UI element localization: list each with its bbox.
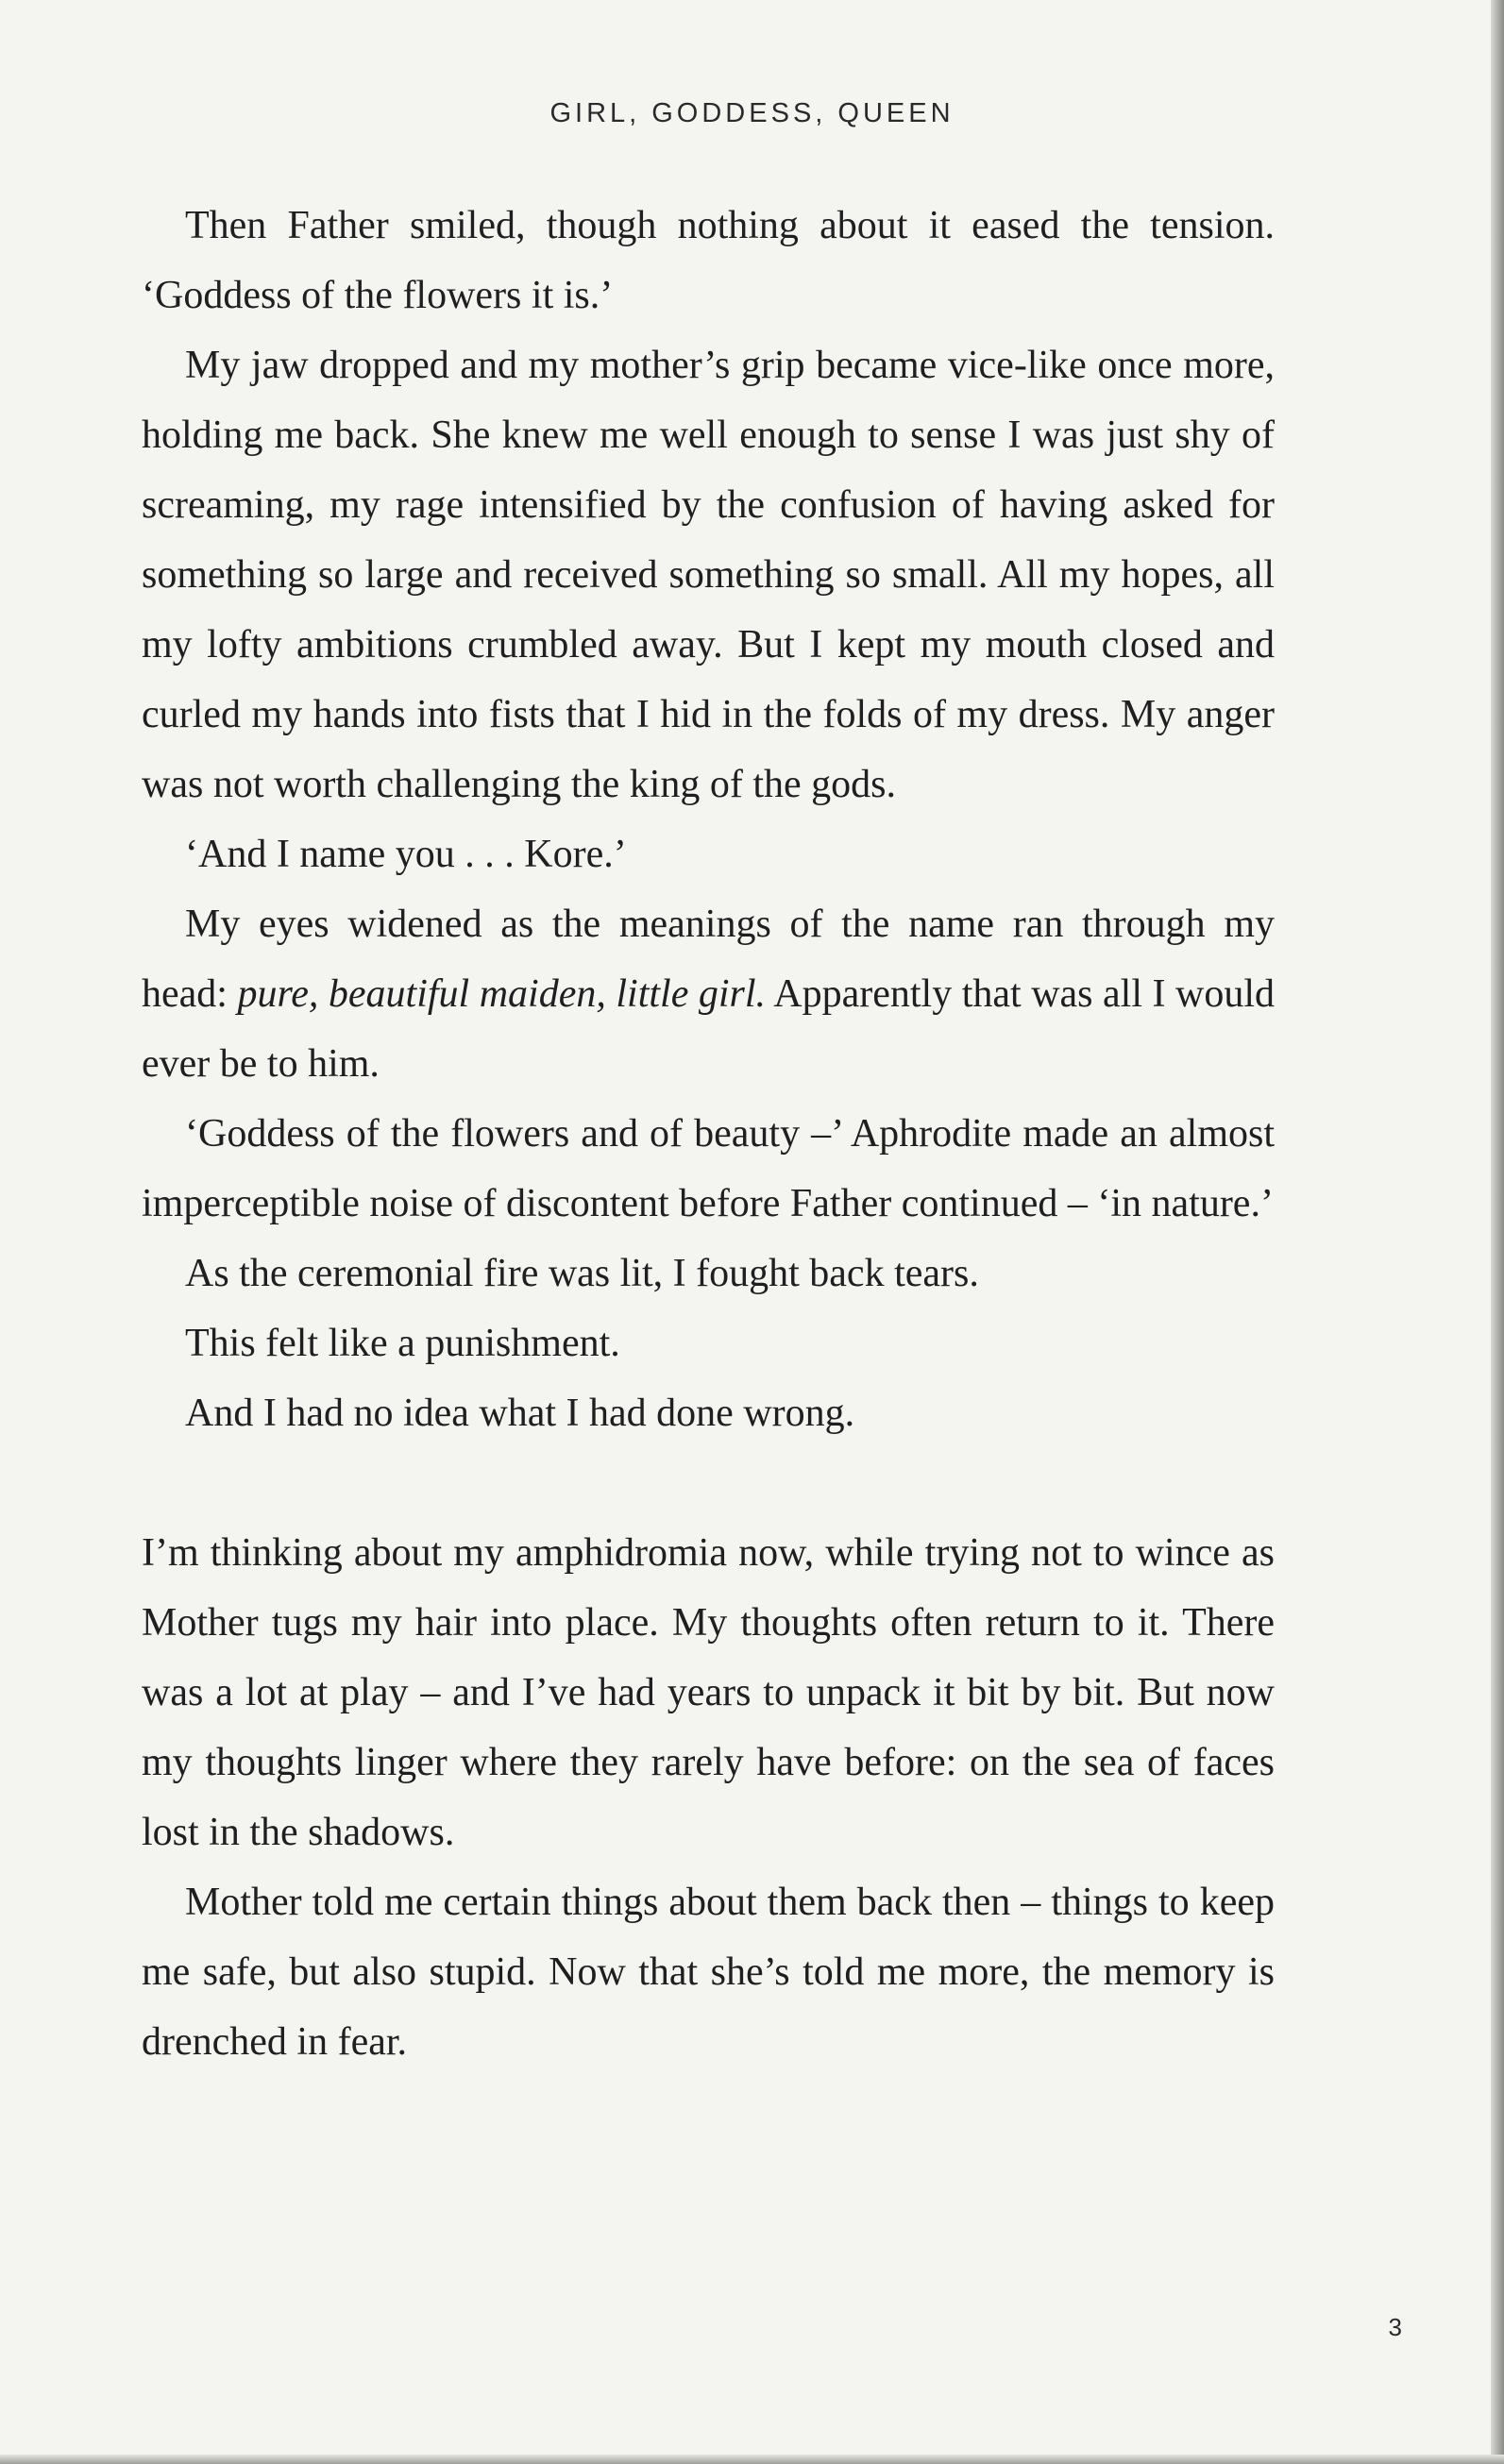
page-number: 3 <box>1388 2313 1402 2341</box>
paragraph-4-italic: pure, beautiful maiden, little girl. <box>237 972 767 1016</box>
paragraph-8: And I had no idea what I had done wrong. <box>185 1392 855 1435</box>
paragraph-1: Then Father smiled, though nothing about it eased the tension. ‘Goddess of the flowers it is.’ <box>142 204 1275 317</box>
paragraph-4-end: Apparently that was all I would ever be to him. <box>142 972 1275 1086</box>
running-head: GIRL, GODDESS, QUEEN <box>549 98 955 128</box>
section-break <box>142 1448 1275 1518</box>
page-edge-right <box>1491 0 1504 2464</box>
paragraph-6: As the ceremonial fire was lit, I fought back tears. <box>185 1252 979 1295</box>
paragraph-2: My jaw dropped and my mother’s grip became vice-like once more, holding me back. She knew me well enough to sense I was just shy of screaming, my rage intensified by the confusion of having asked for something so large and received something so small. All my hopes, all my lofty ambitions crumbled away. But I kept my mouth closed and curled my hands into fists that I hid in the folds of my dress. My anger was not worth challenging the king of the gods. <box>142 344 1275 806</box>
paragraph-9: I’m thinking about my amphidromia now, while trying not to wince as Mother tugs my hair into place. My thoughts often return to it. There was a lot at play – and I’ve had years to unpack it bit by bit. But now my thoughts linger where they rarely have before: on the sea of faces lost in the shadows. <box>142 1531 1275 1854</box>
page-edge-bottom <box>0 2455 1504 2464</box>
paragraph-7: This felt like a punishment. <box>185 1322 620 1365</box>
paragraph-10: Mother told me certain things about them back then – things to keep me safe, but also stupid. Now that she’s told me more, the memory is drenched in fear. <box>142 1881 1275 2064</box>
paragraph-4 <box>142 889 1275 1099</box>
paragraph-5: ‘Goddess of the flowers and of beauty –’ Aphrodite made an almost imperceptible noise of discontent before Father continued – ‘in nature.’ <box>142 1112 1275 1225</box>
paragraph-4-start: My eyes widened as the meanings of the name ran through my head: <box>142 903 1275 1016</box>
paragraph-3: ‘And I name you . . . Kore.’ <box>185 833 627 876</box>
body-text <box>142 191 1275 2077</box>
